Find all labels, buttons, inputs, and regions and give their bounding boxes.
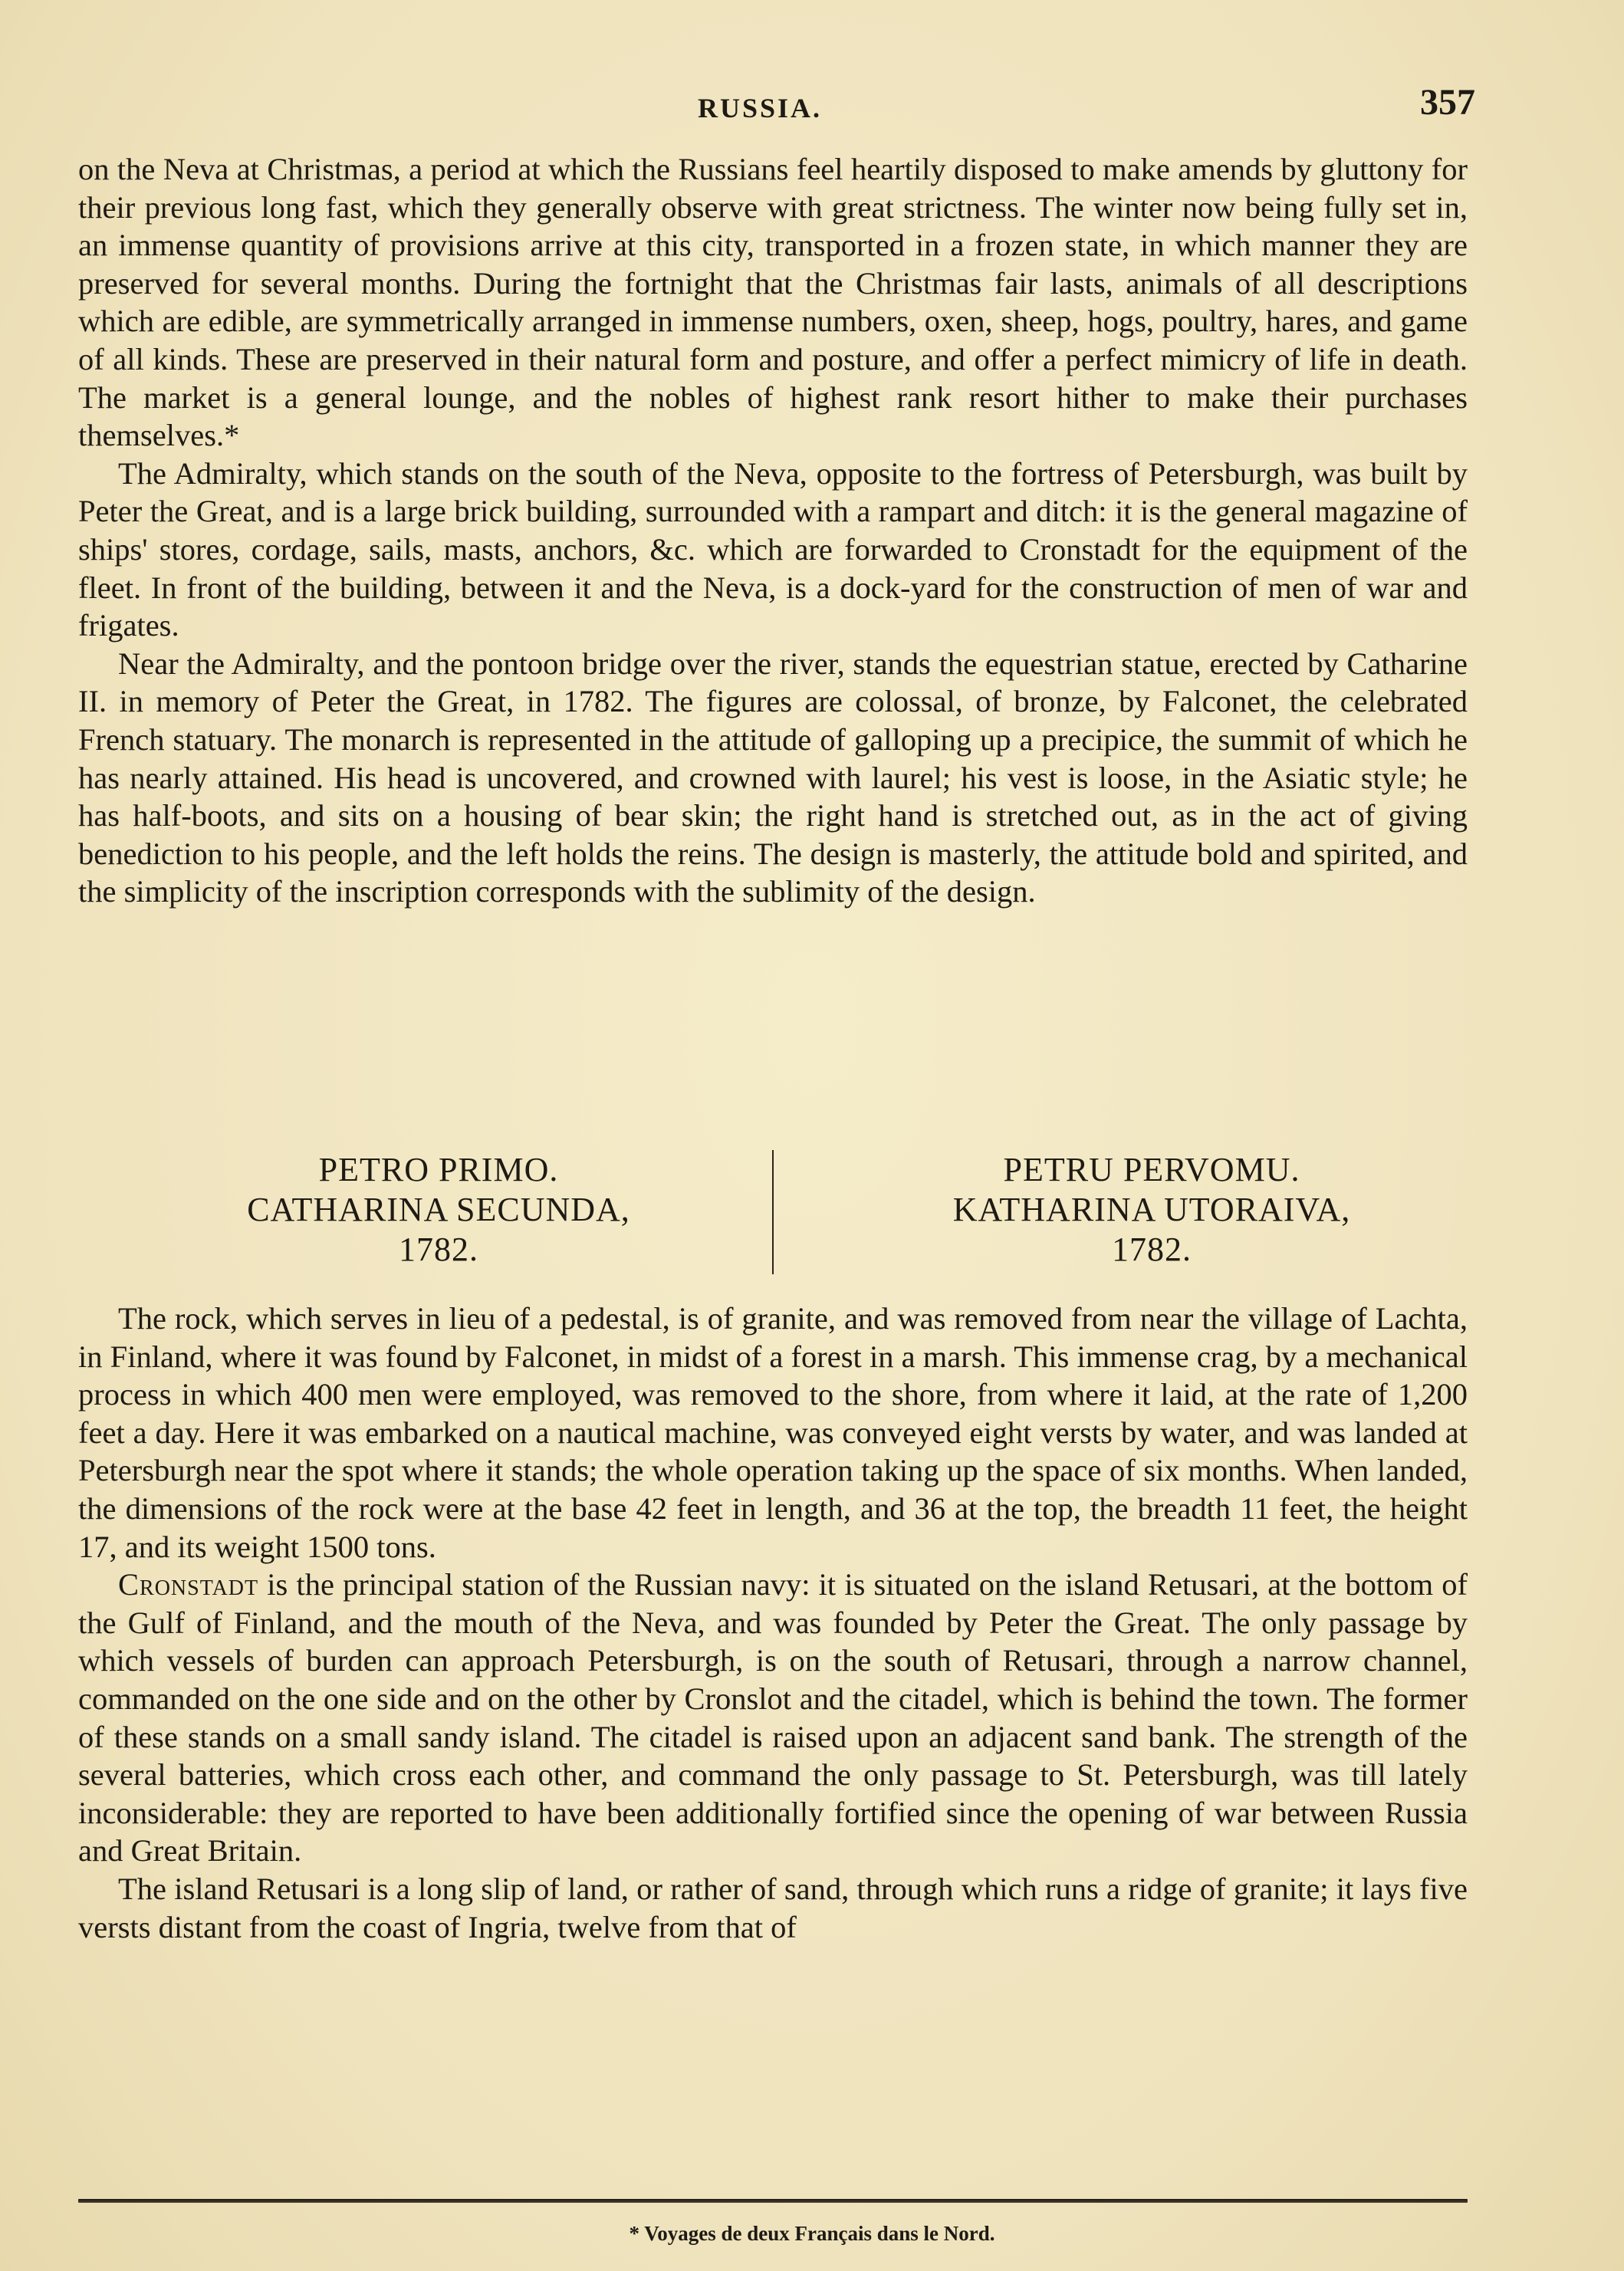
cronstadt-lead-word: Cronstadt bbox=[118, 1567, 259, 1602]
inscription-latin-line-1: PETRO PRIMO. bbox=[318, 1151, 559, 1188]
inscription-russian bbox=[845, 1150, 1458, 1270]
footnote: * Voyages de deux Français dans le Nord. bbox=[629, 2222, 995, 2245]
inscription-divider bbox=[772, 1150, 774, 1274]
page-number: 357 bbox=[1420, 82, 1475, 123]
paragraph-cronstadt bbox=[78, 1566, 1468, 1870]
inscription-russian-year: 1782. bbox=[1112, 1231, 1192, 1268]
inscription-russian-line-2: KATHARINA UTORAIVA, bbox=[952, 1191, 1351, 1228]
paragraph-rock-pedestal: The rock, which serves in lieu of a pedestal, is of granite, and was removed from near the village of Lachta, in Finland, where it was found by Falconet, in midst of a forest in a marsh. This immense crag, by a mechanical process in which 400 men were employed, was removed to the shore, from where it laid, at the rate of 1,200 feet a day. Here it was embarked on a nautical machine, was conveyed eight versts by water, and was landed at Petersburgh near the spot where it stands; the whole operation taking up the space of six months. When landed, the dimensions of the rock were at the base 42 feet in length, and 36 at the top, the breadth 11 feet, the height 17, and its weight 1500 tons. bbox=[78, 1301, 1468, 1564]
paragraph-christmas-market: on the Neva at Christmas, a period at which the Russians feel heartily disposed to make amends by gluttony for their previous long fast, which they generally observe with great strictness. The winter now being fully set in, an immense quantity of provisions arrive at this city, transported in a frozen state, in which manner they are preserved for several months. During the fortnight that the Christmas fair lasts, animals of all descriptions which are edible, are symmetrically arranged in immense numbers, oxen, sheep, hogs, poultry, hares, and game of all kinds. These are preserved in their natural form and posture, and offer a perfect mimicry of life in death. The market is a general lounge, and the nobles of highest rank resort hither to make their purchases themselves.* bbox=[78, 152, 1468, 453]
inscription-russian-line-1: PETRU PERVOMU. bbox=[1003, 1151, 1300, 1188]
inscription-latin bbox=[132, 1150, 745, 1270]
cronstadt-paragraph-text: is the principal station of the Russian navy: it is situated on the island Retusari, at the bottom of the Gulf of Finland, and the mouth of the Neva, and was founded by Peter the Great. The only passage by which vessels of burden can approach Petersburgh, is on the south of Retusari, through a narrow channel, commanded on the one side and on the other by Cronslot and the citadel, which is behind the town. The former of these stands on a small sandy island. The citadel is raised upon an adjacent sand bank. The strength of the several batteries, which cross each other, and command the only passage to St. Petersburgh, was till lately inconsiderable: they are reported to have been additionally fortified since the opening of war between Russia and Great Britain. bbox=[78, 1567, 1468, 1868]
paragraph-retusari: The island Retusari is a long slip of land, or rather of sand, through which runs a ridge of granite; it lays five versts distant from the coast of Ingria, twelve from that of bbox=[78, 1871, 1468, 1944]
inscription-latin-year: 1782. bbox=[399, 1231, 478, 1268]
text-block-upper bbox=[78, 150, 1468, 911]
footnote-rule bbox=[78, 2199, 1468, 2203]
statue-inscription bbox=[78, 1150, 1468, 1273]
text-block-lower bbox=[78, 1300, 1468, 1946]
paragraph-admiralty: The Admiralty, which stands on the south of the Neva, opposite to the fortress of Petersburgh, was built by Peter the Great, and is a large brick building, surrounded with a rampart and ditch: it is the general magazine of ships' stores, cordage, sails, masts, anchors, &c. which are forwarded to Cronstadt for the equipment of the fleet. In front of the building, between it and the Neva, is a dock-yard for the construction of men of war and frigates. bbox=[78, 455, 1468, 643]
page-header bbox=[77, 82, 1475, 132]
running-head: RUSSIA. bbox=[698, 93, 823, 123]
inscription-latin-line-2: CATHARINA SECUNDA, bbox=[247, 1191, 630, 1228]
paragraph-equestrian-statue: Near the Admiralty, and the pontoon bridge over the river, stands the equestrian statue, erected by Catharine II. in memory of Peter the Great, in 1782. The figures are colossal, of bronze, by Falconet, the celebrated French statuary. The monarch is represented in the attitude of galloping up a precipice, the summit of which he has nearly attained. His head is uncovered, and crowned with laurel; his vest is loose, in the Asiatic style; he has half-boots, and sits on a housing of bear skin; the right hand is stretched out, as in the act of giving benediction to his people, and the left holds the reins. The design is masterly, the attitude bold and spirited, and the simplicity of the inscription corresponds with the sublimity of the design. bbox=[78, 646, 1468, 909]
